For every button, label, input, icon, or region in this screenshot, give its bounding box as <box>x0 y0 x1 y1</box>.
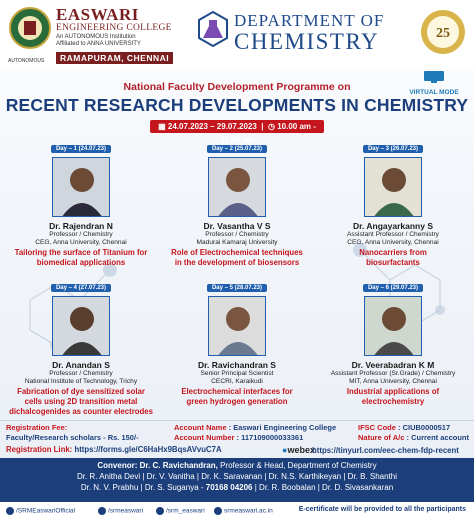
registration-link-label: Registration Link: <box>6 445 73 454</box>
website-url: srmeaswari.ac.in <box>224 507 273 515</box>
programme-title: RECENT RESEARCH DEVELOPMENTS IN CHEMISTRY <box>5 95 469 115</box>
programme-line: National Faculty Development Programme on <box>123 81 351 93</box>
speaker-topic-line1: Electrochemical interfaces for <box>181 387 293 396</box>
department-line2: CHEMISTRY <box>234 29 380 54</box>
coordinators-line2 <box>0 482 474 493</box>
account-name-value: : Easwari Engineering College <box>228 423 337 432</box>
speaker-designation: Senior Principal Scientist <box>200 370 274 377</box>
speaker-card-day1 <box>6 137 156 267</box>
date-bar: ▦ 24.07.2023 – 29.07.2023 | ◷ 10.00 am - 11.00 am <box>150 120 324 133</box>
speaker-card-day5 <box>162 276 312 406</box>
speaker-topic-line2: in the development of biosensors <box>174 258 300 267</box>
fee-label: Registration Fee: <box>6 423 68 432</box>
speaker-institution: CECRI, Karaikudi <box>211 378 263 385</box>
speaker-name: Dr. Angayarkanny S <box>353 221 433 231</box>
divider <box>0 420 474 421</box>
convenor-role: Professor & Head, Department of Chemistry <box>220 461 377 470</box>
facebook-link[interactable] <box>6 507 75 515</box>
college-autonomous-line: An AUTONOMOUS Institution <box>56 34 136 40</box>
convenor-line <box>0 460 474 471</box>
webex-label: webex <box>287 445 315 455</box>
flask-icon <box>196 10 230 48</box>
registration-fee <box>6 423 139 443</box>
programme-dates: 24.07.2023 – 29.07.2023 <box>167 122 257 131</box>
college-name-block <box>56 6 186 66</box>
speaker-designation: Assistant Professor (Sr.Grade) / Chemistry <box>330 370 456 377</box>
programme-time: 10.00 am - 11.00 am <box>220 122 316 144</box>
speaker-name: Dr. Vasantha V S <box>203 221 271 231</box>
college-affiliation-line: Affiliated to ANNA UNIVERSITY <box>56 41 141 47</box>
speaker-name: Dr. Veerabadran K M <box>351 360 435 370</box>
speaker-institution: CEG, Anna University, Chennai <box>347 239 439 246</box>
speaker-institution: National Institute of Technology, Trichy <box>24 378 138 385</box>
coordinators-names-a: Dr. N. V. Prabhu | Dr. S. Suganya - <box>80 483 204 492</box>
virtual-mode-label: VIRTUAL MODE <box>409 89 459 96</box>
instagram-icon <box>156 507 164 515</box>
speaker-institution: Madurai Kamaraj University <box>196 239 278 246</box>
twitter-icon <box>98 507 106 515</box>
account-number-label: Account Number <box>174 433 235 442</box>
speaker-photo <box>208 296 266 356</box>
facebook-handle: /SRMEaswariOfficial <box>16 507 76 515</box>
college-location: RAMAPURAM, CHENNAI <box>56 52 173 64</box>
account-number-value: : 117109000033361 <box>236 433 304 442</box>
college-name: EASWARI <box>56 5 139 24</box>
speaker-topic-line1: Role of Electrochemical techniques <box>171 248 303 257</box>
college-subtitle: ENGINEERING COLLEGE <box>56 23 172 33</box>
speaker-photo <box>364 296 422 356</box>
day-tag: Day – 2 (25.07.23) <box>207 145 267 153</box>
speaker-photo <box>52 296 110 356</box>
fee-detail: Faculty/Research scholars - Rs. 150/- <box>6 433 139 442</box>
speaker-topic-line2: green hydrogen generation <box>186 397 288 406</box>
seal-number: 25 <box>436 26 450 41</box>
twitter-handle: /srmeaswari <box>108 507 144 515</box>
speaker-topic-line2: electrochemistry <box>361 397 425 406</box>
speaker-topic-line2: cells using 2D transition metal <box>24 397 138 406</box>
speaker-card-day3 <box>318 137 468 267</box>
webex-icon: ● <box>282 445 288 455</box>
day-tag: Day – 4 (27.07.23) <box>51 284 111 292</box>
speaker-card-day2 <box>162 137 312 267</box>
day-tag: Day – 3 (26.07.23) <box>363 145 423 153</box>
speaker-photo <box>52 157 110 217</box>
ifsc-label: IFSC Code <box>358 423 396 432</box>
day-tag: Day – 1 (24.07.23) <box>51 145 111 153</box>
convenor-name: Dr. C. Ravichandran, <box>139 461 218 470</box>
instagram-link[interactable] <box>156 507 205 515</box>
calendar-icon: ▦ <box>158 122 166 131</box>
ifsc-value: : CIUB0000517 <box>398 423 451 432</box>
account-details <box>174 423 336 443</box>
speaker-card-day6 <box>318 276 468 406</box>
twitter-link[interactable] <box>98 507 143 515</box>
speaker-topic-line2: biosurfactants <box>366 258 420 267</box>
anniversary-seal-icon <box>419 8 467 56</box>
webex-logo <box>282 445 315 455</box>
speaker-name: Dr. Rajendran N <box>49 221 113 231</box>
speaker-designation: Assistant Professor / Chemistry <box>347 231 439 238</box>
coordinators-line1: Dr. R. Anitha Devi | Dr. V. Vanitha | Dr. K. Saravanan | Dr. N.S. Karthikeyan | Dr. B. Shanthi <box>76 472 397 481</box>
facebook-icon <box>6 507 14 515</box>
coordinators-names-b: | Dr. R. Boobalan | Dr. D. Sivasankaran <box>254 483 394 492</box>
day-tag: Day – 6 (29.07.23) <box>363 284 423 292</box>
speaker-topic-line1: Industrial applications of <box>346 387 440 396</box>
website-link[interactable] <box>214 507 273 515</box>
speaker-designation: Professor / Chemistry <box>49 370 113 377</box>
speaker-topic-line1: Fabrication of dye sensitized solar <box>17 387 145 396</box>
contact-phone: 70168 04206 <box>205 483 253 492</box>
speaker-name: Dr. Ravichandran S <box>198 360 276 370</box>
header <box>0 0 474 68</box>
speaker-photo <box>208 157 266 217</box>
instagram-handle: /srm_easwari <box>166 507 205 515</box>
footer <box>0 502 474 520</box>
certificate-note: E-certificate will be provided to all the participants <box>298 506 466 513</box>
registration-link-url[interactable]: https://forms.gle/C6HaHx9BqsAVvuC7A <box>74 445 222 454</box>
speaker-institution: CEG, Anna University, Chennai <box>35 239 127 246</box>
nature-value: : Current account <box>406 433 470 442</box>
department-line1: DEPARTMENT OF <box>234 11 385 30</box>
speaker-designation: Professor / Chemistry <box>49 231 113 238</box>
convenor-prefix: Convenor: <box>97 461 138 470</box>
department-title <box>234 12 384 54</box>
speaker-photo <box>364 157 422 217</box>
registration-link[interactable] <box>6 445 222 454</box>
clock-icon: ◷ <box>268 122 275 131</box>
speaker-name: Dr. Anandan S <box>52 360 110 370</box>
speaker-designation: Professor / Chemistry <box>205 231 269 238</box>
webex-link[interactable]: https://tinyurl.com/eec-chem-fdp-recent <box>312 446 459 455</box>
nature-label: Nature of A/c <box>358 433 405 442</box>
college-crest-icon <box>8 6 52 56</box>
account-name-label: Account Name <box>174 423 227 432</box>
speaker-topic-line1: Nanocarriers from <box>359 248 427 257</box>
autonomous-label: AUTONOMOUS <box>8 58 45 64</box>
day-tag: Day – 5 (28.07.23) <box>207 284 267 292</box>
speaker-topic-line2: biomedical applications <box>36 258 126 267</box>
speaker-topic-line3: dichalcogenides as counter electrodes <box>9 407 153 416</box>
speaker-card-day4 <box>6 276 156 416</box>
speaker-institution: MIT, Anna University, Chennai <box>349 378 437 385</box>
globe-icon <box>214 507 222 515</box>
speaker-topic-line1: Tailoring the surface of Titanium for <box>14 248 148 257</box>
conveners-panel <box>0 458 474 502</box>
bank-details <box>358 423 469 443</box>
